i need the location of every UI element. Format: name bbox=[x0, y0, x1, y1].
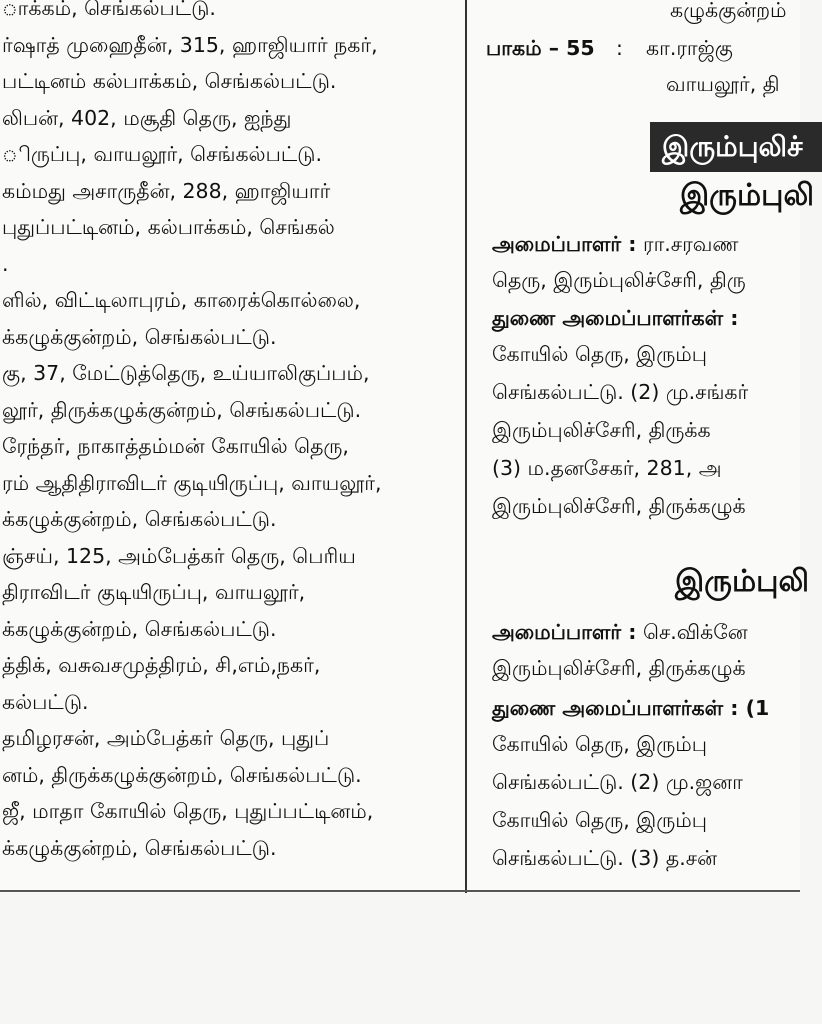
text-line: ஞ்சய், 125, அம்பேத்கர் தெரு, பெரிய bbox=[2, 543, 356, 568]
bottom-rule bbox=[0, 890, 800, 892]
organizer2-line2: இரும்புலிச்சேரி, திருக்கழுக் bbox=[492, 656, 746, 680]
deputy-line: கோயில் தெரு, இரும்பு bbox=[492, 808, 707, 832]
deputy-line: செங்கல்பட்டு. (2) மு.ஜனா bbox=[492, 770, 743, 794]
text-line: ர்ஷாத் முஹைதீன், 315, ஹாஜியார் நகர், bbox=[2, 32, 378, 57]
text-line: ஜீ, மாதா கோயில் தெரு, புதுப்பட்டினம், bbox=[2, 799, 374, 823]
right-column bbox=[470, 0, 815, 893]
text-line: தமிழரசன், அம்பேத்கர் தெரு, புதுப் bbox=[2, 726, 330, 750]
right-top-line: கழுக்குன்றம் bbox=[670, 0, 787, 22]
text-line: புதுப்பட்டினம், கல்பாக்கம், செங்கல் bbox=[2, 215, 335, 239]
organizer2-text: செ.விக்னே bbox=[642, 620, 748, 644]
deputy-line: இரும்புலிச்சேரி, திருக்கழுக் bbox=[492, 494, 746, 518]
organizer2-label: அமைப்பாளர் : bbox=[492, 620, 637, 644]
text-line: த்திக், வசுவசமுத்திரம், சி,எம்,நகர், bbox=[2, 653, 321, 677]
deputy2-label: துணை அமைப்பாளர்கள் : (1 bbox=[492, 696, 770, 720]
bagam-line2: வாயலூர், தி bbox=[666, 72, 780, 96]
column-divider bbox=[465, 0, 467, 893]
text-line: கம்மது அசாருதீன், 288, ஹாஜியார் bbox=[2, 178, 331, 203]
text-line: பட்டினம் கல்பாக்கம், செங்கல்பட்டு. bbox=[2, 69, 337, 93]
section-banner: இரும்புலிச் bbox=[650, 122, 822, 172]
text-line: கு, 37, மேட்டுத்தெரு, உய்யாலிகுப்பம், bbox=[2, 361, 370, 385]
text-line: திராவிடர் குடியிருப்பு, வாயலூர், bbox=[2, 580, 306, 604]
deputy-line: இரும்புலிச்சேரி, திருக்க bbox=[492, 418, 711, 442]
organizer1-text: ரா.சரவண bbox=[642, 232, 739, 256]
deputy-line: செங்கல்பட்டு. (3) த.சன் bbox=[492, 846, 717, 870]
text-line: . bbox=[2, 251, 9, 276]
text-line: க்கழுக்குன்றம், செங்கல்பட்டு. bbox=[2, 835, 277, 860]
text-line: லூர், திருக்கழுக்குன்றம், செங்கல்பட்டு. bbox=[2, 397, 362, 422]
text-line: ரேந்தர், நாகாத்தம்மன் கோயில் தெரு, bbox=[2, 434, 349, 458]
text-line: னம், திருக்கழுக்குன்றம், செங்கல்பட்டு. bbox=[2, 762, 362, 787]
deputy1-label: துணை அமைப்பாளர்கள் : bbox=[492, 306, 739, 330]
text-line: ாக்கம், செங்கல்பட்டு. bbox=[2, 0, 216, 20]
deputy-line: கோயில் தெரு, இரும்பு bbox=[492, 732, 707, 756]
text-line: ிருப்பு, வாயலூர், செங்கல்பட்டு. bbox=[2, 142, 322, 166]
text-line: ளில், விட்டிலாபுரம், காரைக்கொல்லை, bbox=[2, 288, 361, 312]
text-line: கல்பட்டு. bbox=[2, 689, 89, 714]
bagam-text: கா.ராஜ்கு bbox=[646, 36, 733, 60]
text-line: க்கழுக்குன்றம், செங்கல்பட்டு. bbox=[2, 616, 277, 641]
section-heading-2: இரும்புலி bbox=[675, 564, 810, 599]
text-line: க்கழுக்குன்றம், செங்கல்பட்டு. bbox=[2, 324, 277, 349]
organizer1-label: அமைப்பாளர் : bbox=[492, 232, 637, 256]
section-heading-1: இரும்புலி bbox=[680, 178, 815, 213]
left-column bbox=[0, 0, 466, 866]
deputy-line: கோயில் தெரு, இரும்பு bbox=[492, 342, 707, 366]
deputy-line: (3) ம.தனசேகர், 281, அ bbox=[492, 456, 722, 480]
text-line: ரம் ஆதிதிராவிடர் குடியிருப்பு, வாயலூர், bbox=[2, 470, 382, 495]
organizer1-line2: தெரு, இரும்புலிச்சேரி, திரு bbox=[492, 268, 746, 292]
bagam-separator: : bbox=[616, 36, 623, 60]
bagam-label: பாகம் – 55 bbox=[486, 36, 595, 60]
text-line: லிபன், 402, மசூதி தெரு, ஐந்து bbox=[2, 105, 292, 130]
deputy-line: செங்கல்பட்டு. (2) மு.சங்கர் bbox=[492, 380, 749, 404]
text-line: க்கழுக்குன்றம், செங்கல்பட்டு. bbox=[2, 507, 277, 531]
